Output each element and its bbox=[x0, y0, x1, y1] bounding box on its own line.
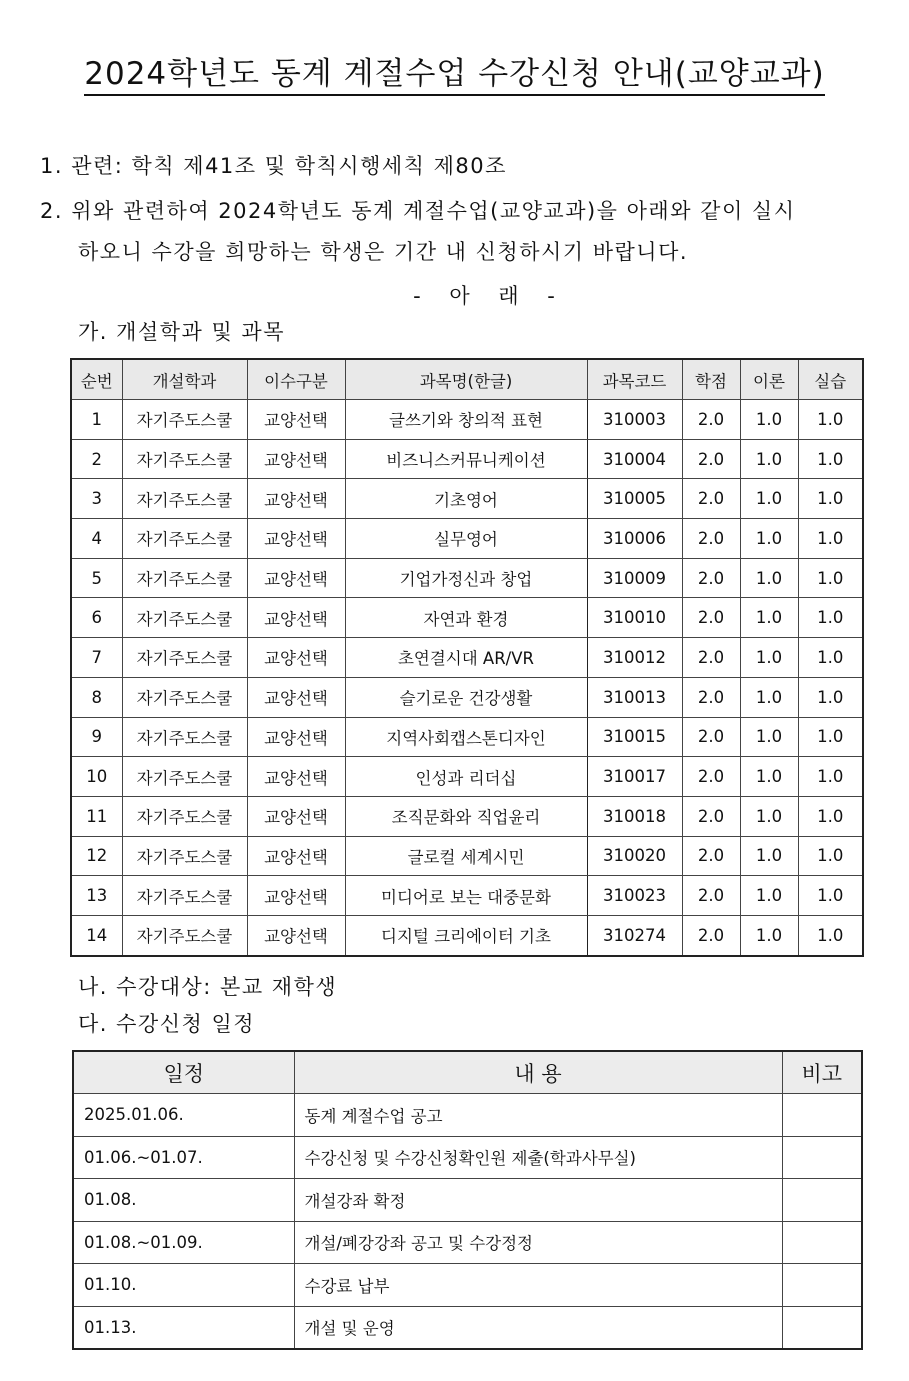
course-cell: 1.0 bbox=[740, 598, 798, 638]
course-cell: 교양선택 bbox=[247, 836, 345, 876]
table-row bbox=[73, 1221, 862, 1264]
course-cell: 2.0 bbox=[682, 638, 740, 678]
course-cell: 2.0 bbox=[682, 519, 740, 559]
course-cell: 기초영어 bbox=[345, 479, 587, 519]
course-cell: 교양선택 bbox=[247, 677, 345, 717]
table-row bbox=[71, 479, 863, 519]
schedule-header-cell: 일정 bbox=[73, 1051, 294, 1094]
course-cell: 자기주도스쿨 bbox=[122, 677, 247, 717]
course-cell: 2.0 bbox=[682, 915, 740, 955]
course-cell: 자기주도스쿨 bbox=[122, 757, 247, 797]
center-note: - 아 래 - bbox=[413, 284, 555, 308]
table-row bbox=[71, 757, 863, 797]
course-cell: 310015 bbox=[587, 717, 682, 757]
course-cell: 글쓰기와 창의적 표현 bbox=[345, 400, 587, 440]
course-cell: 1.0 bbox=[798, 638, 863, 678]
schedule-cell: 01.13. bbox=[73, 1306, 294, 1349]
course-cell: 교양선택 bbox=[247, 558, 345, 598]
course-cell: 자기주도스쿨 bbox=[122, 400, 247, 440]
course-cell: 글로컬 세계시민 bbox=[345, 836, 587, 876]
course-cell: 1.0 bbox=[740, 479, 798, 519]
course-cell: 1.0 bbox=[798, 558, 863, 598]
course-cell: 자기주도스쿨 bbox=[122, 638, 247, 678]
table-row bbox=[71, 677, 863, 717]
course-cell: 7 bbox=[71, 638, 122, 678]
course-cell: 1.0 bbox=[740, 836, 798, 876]
course-header-cell: 과목코드 bbox=[587, 359, 682, 400]
course-cell: 14 bbox=[71, 915, 122, 955]
course-cell: 2.0 bbox=[682, 876, 740, 916]
table-row bbox=[73, 1136, 862, 1179]
course-cell: 310012 bbox=[587, 638, 682, 678]
course-cell: 1.0 bbox=[798, 439, 863, 479]
course-cell: 2.0 bbox=[682, 400, 740, 440]
course-cell: 1.0 bbox=[798, 598, 863, 638]
page-title: 2024학년도 동계 계절수업 수강신청 안내(교양교과) bbox=[0, 48, 909, 93]
course-cell: 310020 bbox=[587, 836, 682, 876]
course-cell: 2.0 bbox=[682, 598, 740, 638]
course-cell: 2 bbox=[71, 439, 122, 479]
course-table bbox=[70, 358, 864, 957]
course-cell: 슬기로운 건강생활 bbox=[345, 677, 587, 717]
schedule-cell bbox=[782, 1179, 862, 1222]
course-cell: 디지털 크리에이터 기초 bbox=[345, 915, 587, 955]
course-cell: 자기주도스쿨 bbox=[122, 479, 247, 519]
course-cell: 자기주도스쿨 bbox=[122, 439, 247, 479]
course-cell: 310013 bbox=[587, 677, 682, 717]
course-cell: 자기주도스쿨 bbox=[122, 598, 247, 638]
course-cell: 1.0 bbox=[798, 717, 863, 757]
schedule-cell: 개설강좌 확정 bbox=[294, 1179, 782, 1222]
course-header-cell: 개설학과 bbox=[122, 359, 247, 400]
schedule-cell: 개설 및 운영 bbox=[294, 1306, 782, 1349]
course-cell: 교양선택 bbox=[247, 796, 345, 836]
schedule-cell: 2025.01.06. bbox=[73, 1094, 294, 1137]
course-cell: 2.0 bbox=[682, 677, 740, 717]
course-header-cell: 이론 bbox=[740, 359, 798, 400]
paragraph-notice-line2: 하오니 수강을 희망하는 학생은 기간 내 신청하시기 바랍니다. bbox=[78, 240, 689, 264]
course-cell: 12 bbox=[71, 836, 122, 876]
schedule-cell bbox=[782, 1094, 862, 1137]
course-cell: 2.0 bbox=[682, 439, 740, 479]
course-cell: 1.0 bbox=[740, 519, 798, 559]
schedule-cell: 01.08.~01.09. bbox=[73, 1221, 294, 1264]
schedule-cell: 수강료 납부 bbox=[294, 1264, 782, 1307]
table-row bbox=[71, 915, 863, 955]
schedule-cell bbox=[782, 1221, 862, 1264]
schedule-cell: 01.10. bbox=[73, 1264, 294, 1307]
course-cell: 310004 bbox=[587, 439, 682, 479]
course-cell: 1.0 bbox=[740, 915, 798, 955]
course-cell: 자기주도스쿨 bbox=[122, 915, 247, 955]
course-cell: 지역사회캡스톤디자인 bbox=[345, 717, 587, 757]
course-table-header bbox=[71, 359, 863, 400]
table-row bbox=[71, 519, 863, 559]
course-cell: 310274 bbox=[587, 915, 682, 955]
course-cell: 교양선택 bbox=[247, 439, 345, 479]
table-row bbox=[71, 598, 863, 638]
section-da-heading: 다. 수강신청 일정 bbox=[78, 1012, 256, 1036]
course-cell: 1.0 bbox=[740, 558, 798, 598]
course-cell: 초연결시대 AR/VR bbox=[345, 638, 587, 678]
course-cell: 자기주도스쿨 bbox=[122, 836, 247, 876]
schedule-cell bbox=[782, 1264, 862, 1307]
course-cell: 1.0 bbox=[740, 400, 798, 440]
course-cell: 3 bbox=[71, 479, 122, 519]
table-row bbox=[73, 1094, 862, 1137]
course-cell: 1.0 bbox=[740, 876, 798, 916]
course-cell: 10 bbox=[71, 757, 122, 797]
course-cell: 310005 bbox=[587, 479, 682, 519]
table-row bbox=[71, 717, 863, 757]
course-cell: 2.0 bbox=[682, 757, 740, 797]
course-cell: 2.0 bbox=[682, 796, 740, 836]
table-row bbox=[73, 1179, 862, 1222]
course-cell: 2.0 bbox=[682, 836, 740, 876]
course-header-cell: 과목명(한글) bbox=[345, 359, 587, 400]
table-row bbox=[71, 400, 863, 440]
course-cell: 교양선택 bbox=[247, 479, 345, 519]
table-row bbox=[71, 836, 863, 876]
course-cell: 1.0 bbox=[740, 796, 798, 836]
schedule-cell: 01.08. bbox=[73, 1179, 294, 1222]
course-cell: 5 bbox=[71, 558, 122, 598]
course-cell: 4 bbox=[71, 519, 122, 559]
course-cell: 1.0 bbox=[798, 479, 863, 519]
schedule-table-header bbox=[73, 1051, 862, 1094]
table-row bbox=[71, 638, 863, 678]
course-cell: 1.0 bbox=[798, 876, 863, 916]
course-cell: 1.0 bbox=[740, 717, 798, 757]
table-row bbox=[71, 796, 863, 836]
course-cell: 2.0 bbox=[682, 479, 740, 519]
course-cell: 1.0 bbox=[798, 519, 863, 559]
course-header-cell: 이수구분 bbox=[247, 359, 345, 400]
course-cell: 310023 bbox=[587, 876, 682, 916]
course-cell: 310017 bbox=[587, 757, 682, 797]
schedule-cell: 01.06.~01.07. bbox=[73, 1136, 294, 1179]
course-cell: 자기주도스쿨 bbox=[122, 717, 247, 757]
course-cell: 교양선택 bbox=[247, 598, 345, 638]
course-cell: 310009 bbox=[587, 558, 682, 598]
course-cell: 310003 bbox=[587, 400, 682, 440]
course-cell: 교양선택 bbox=[247, 915, 345, 955]
course-cell: 자기주도스쿨 bbox=[122, 796, 247, 836]
course-cell: 1.0 bbox=[740, 677, 798, 717]
schedule-cell bbox=[782, 1136, 862, 1179]
section-ga-heading: 가. 개설학과 및 과목 bbox=[78, 320, 285, 344]
table-row bbox=[73, 1306, 862, 1349]
course-cell: 조직문화와 직업윤리 bbox=[345, 796, 587, 836]
schedule-header-cell: 내 용 bbox=[294, 1051, 782, 1094]
course-cell: 1.0 bbox=[798, 757, 863, 797]
schedule-table bbox=[72, 1050, 863, 1350]
schedule-cell: 개설/폐강강좌 공고 및 수강정정 bbox=[294, 1221, 782, 1264]
course-cell: 교양선택 bbox=[247, 717, 345, 757]
course-cell: 1.0 bbox=[740, 638, 798, 678]
course-cell: 교양선택 bbox=[247, 876, 345, 916]
course-cell: 13 bbox=[71, 876, 122, 916]
course-cell: 자기주도스쿨 bbox=[122, 558, 247, 598]
course-cell: 자기주도스쿨 bbox=[122, 876, 247, 916]
schedule-header-cell: 비고 bbox=[782, 1051, 862, 1094]
table-row bbox=[73, 1264, 862, 1307]
course-cell: 1.0 bbox=[798, 400, 863, 440]
course-cell: 기업가정신과 창업 bbox=[345, 558, 587, 598]
course-cell: 비즈니스커뮤니케이션 bbox=[345, 439, 587, 479]
course-header-cell: 학점 bbox=[682, 359, 740, 400]
course-cell: 2.0 bbox=[682, 717, 740, 757]
course-cell: 6 bbox=[71, 598, 122, 638]
course-cell: 미디어로 보는 대중문화 bbox=[345, 876, 587, 916]
course-cell: 1.0 bbox=[740, 439, 798, 479]
course-cell: 2.0 bbox=[682, 558, 740, 598]
table-row bbox=[71, 558, 863, 598]
course-header-cell: 순번 bbox=[71, 359, 122, 400]
course-cell: 310018 bbox=[587, 796, 682, 836]
course-header-cell: 실습 bbox=[798, 359, 863, 400]
course-cell: 자연과 환경 bbox=[345, 598, 587, 638]
schedule-cell bbox=[782, 1306, 862, 1349]
schedule-cell: 수강신청 및 수강신청확인원 제출(학과사무실) bbox=[294, 1136, 782, 1179]
course-cell: 인성과 리더십 bbox=[345, 757, 587, 797]
schedule-cell: 동계 계절수업 공고 bbox=[294, 1094, 782, 1137]
course-cell: 1.0 bbox=[740, 757, 798, 797]
table-row bbox=[71, 876, 863, 916]
course-cell: 1.0 bbox=[798, 915, 863, 955]
course-cell: 교양선택 bbox=[247, 519, 345, 559]
section-na-heading: 나. 수강대상: 본교 재학생 bbox=[78, 975, 338, 999]
course-cell: 1.0 bbox=[798, 836, 863, 876]
table-row bbox=[71, 439, 863, 479]
course-cell: 310006 bbox=[587, 519, 682, 559]
course-cell: 자기주도스쿨 bbox=[122, 519, 247, 559]
paragraph-related: 1. 관련: 학칙 제41조 및 학칙시행세칙 제80조 bbox=[40, 154, 507, 178]
course-cell: 9 bbox=[71, 717, 122, 757]
course-cell: 교양선택 bbox=[247, 400, 345, 440]
course-cell: 실무영어 bbox=[345, 519, 587, 559]
course-cell: 1.0 bbox=[798, 796, 863, 836]
course-cell: 1.0 bbox=[798, 677, 863, 717]
paragraph-notice-line1: 2. 위와 관련하여 2024학년도 동계 계절수업(교양교과)을 아래와 같이 실시 bbox=[40, 199, 796, 223]
course-cell: 1 bbox=[71, 400, 122, 440]
course-cell: 11 bbox=[71, 796, 122, 836]
course-cell: 310010 bbox=[587, 598, 682, 638]
course-cell: 교양선택 bbox=[247, 638, 345, 678]
course-cell: 8 bbox=[71, 677, 122, 717]
course-cell: 교양선택 bbox=[247, 757, 345, 797]
